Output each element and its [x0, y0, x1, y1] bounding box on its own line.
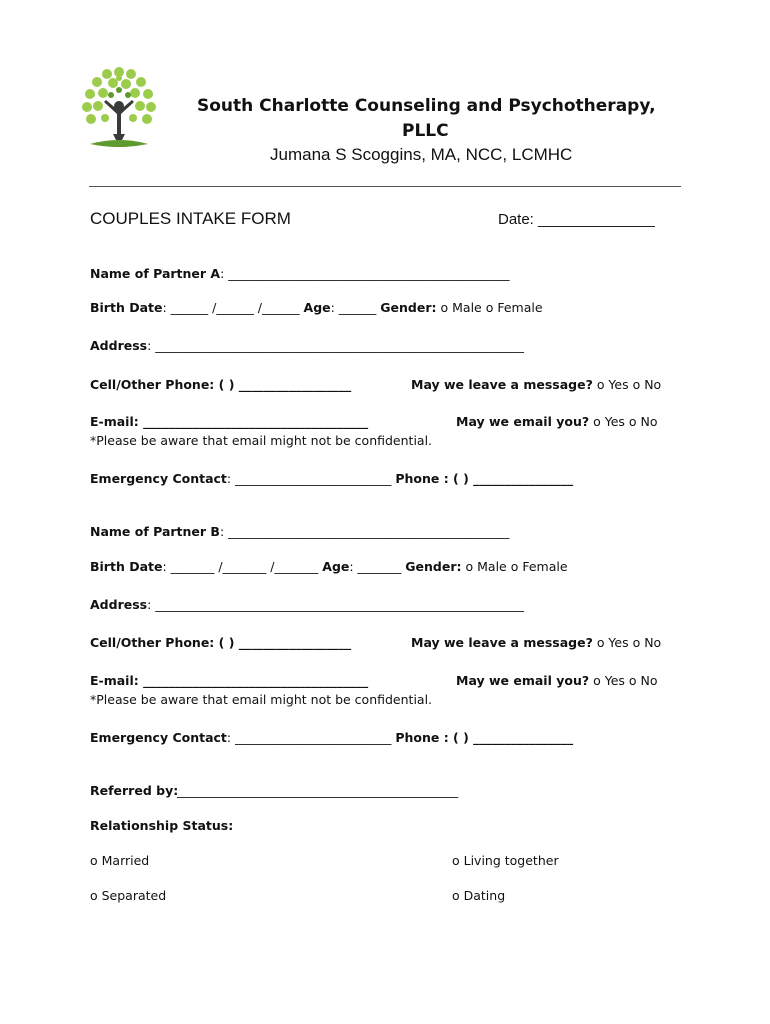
- partner-b-age-field[interactable]: : _______: [349, 559, 402, 574]
- clinician-credentials: Jumana S Scoggins, MA, NCC, LCMHC: [270, 145, 573, 164]
- partner-a-message-label: May we leave a message?: [411, 377, 593, 392]
- relationship-option-dating[interactable]: o Dating: [452, 888, 506, 903]
- partner-a-email-note: *Please be aware that email might not be confidential.: [90, 433, 433, 448]
- referred-by-label: Referred by:: [90, 783, 179, 798]
- partner-a-birth-row: [90, 300, 543, 315]
- relationship-status-label: Relationship Status:: [90, 818, 234, 833]
- partner-b-birth-field[interactable]: : _______ /_______ /_______: [162, 559, 319, 574]
- partner-a-birth-field[interactable]: : ______ /______ /______: [162, 300, 300, 315]
- partner-b-birth-row: [90, 559, 568, 574]
- partner-b-email-consent-label: May we email you?: [456, 673, 590, 688]
- partner-b-email-consent-options[interactable]: o Yes o No: [593, 673, 658, 688]
- partner-a-name-label: Name of Partner A: [90, 266, 221, 281]
- partner-a-email-consent-label: May we email you?: [456, 414, 590, 429]
- partner-b-address-row: [90, 597, 524, 612]
- partner-b-name-row: [90, 524, 509, 539]
- partner-b-message-options[interactable]: o Yes o No: [596, 635, 662, 650]
- header-divider: [89, 186, 681, 187]
- relationship-option-living-together[interactable]: o Living together: [452, 853, 559, 868]
- relationship-option-separated[interactable]: o Separated: [90, 888, 167, 903]
- partner-b-age-label: Age: [322, 559, 350, 574]
- partner-a-emergency-field[interactable]: : _________________________: [226, 471, 392, 486]
- partner-b-message-row: [411, 635, 661, 650]
- partner-a-message-row: [411, 377, 661, 392]
- date-field[interactable]: Date: ______________: [498, 211, 655, 228]
- partner-b-name-label: Name of Partner B: [90, 524, 220, 539]
- partner-a-gender-label: Gender:: [380, 300, 437, 315]
- partner-a-address-field[interactable]: : ___________________________________________________________: [147, 338, 525, 353]
- partner-a-birth-label: Birth Date: [90, 300, 163, 315]
- partner-b-phone-field[interactable]: Cell/Other Phone: ( ) __________________: [90, 635, 352, 650]
- partner-b-name-field[interactable]: : _____________________________________________: [219, 524, 510, 539]
- practice-name-suffix: PLLC: [402, 121, 449, 141]
- partner-a-name-field[interactable]: : _____________________________________________: [220, 266, 510, 281]
- partner-a-email-consent-row: [456, 414, 658, 429]
- partner-b-email-consent-row: [456, 673, 658, 688]
- partner-b-gender-options[interactable]: o Male o Female: [465, 559, 568, 574]
- partner-a-gender-options[interactable]: o Male o Female: [440, 300, 543, 315]
- relationship-option-married[interactable]: o Married: [90, 853, 150, 868]
- partner-a-email-field[interactable]: E-mail: ____________________________________: [90, 414, 369, 429]
- partner-b-emergency-phone-field[interactable]: Phone : ( ) ________________: [395, 730, 574, 745]
- partner-b-emergency-field[interactable]: : _________________________: [226, 730, 392, 745]
- partner-a-email-consent-options[interactable]: o Yes o No: [593, 414, 658, 429]
- partner-b-email-note: *Please be aware that email might not be confidential.: [90, 692, 433, 707]
- partner-b-email-field[interactable]: E-mail: ____________________________________: [90, 673, 369, 688]
- partner-a-message-options[interactable]: o Yes o No: [596, 377, 662, 392]
- partner-b-address-field[interactable]: : ___________________________________________________________: [147, 597, 525, 612]
- partner-a-emergency-label: Emergency Contact: [90, 471, 227, 486]
- partner-a-emergency-phone-field[interactable]: Phone : ( ) ________________: [395, 471, 574, 486]
- partner-a-address-row: [90, 338, 524, 353]
- partner-b-emergency-row: [90, 730, 573, 745]
- partner-b-emergency-label: Emergency Contact: [90, 730, 227, 745]
- tree-logo-icon: [78, 62, 160, 154]
- partner-a-phone-field[interactable]: Cell/Other Phone: ( ) __________________: [90, 377, 352, 392]
- partner-b-message-label: May we leave a message?: [411, 635, 593, 650]
- partner-b-birth-label: Birth Date: [90, 559, 163, 574]
- partner-b-address-label: Address: [90, 597, 148, 612]
- partner-a-age-label: Age: [303, 300, 331, 315]
- partner-a-name-row: [90, 266, 510, 281]
- partner-a-age-field[interactable]: : ______: [330, 300, 377, 315]
- partner-a-address-label: Address: [90, 338, 148, 353]
- partner-a-emergency-row: [90, 471, 573, 486]
- practice-name: South Charlotte Counseling and Psychotherapy,: [197, 96, 656, 116]
- partner-b-gender-label: Gender:: [405, 559, 462, 574]
- form-title: COUPLES INTAKE FORM: [90, 209, 291, 228]
- referred-by-field[interactable]: _____________________________________________: [177, 783, 459, 798]
